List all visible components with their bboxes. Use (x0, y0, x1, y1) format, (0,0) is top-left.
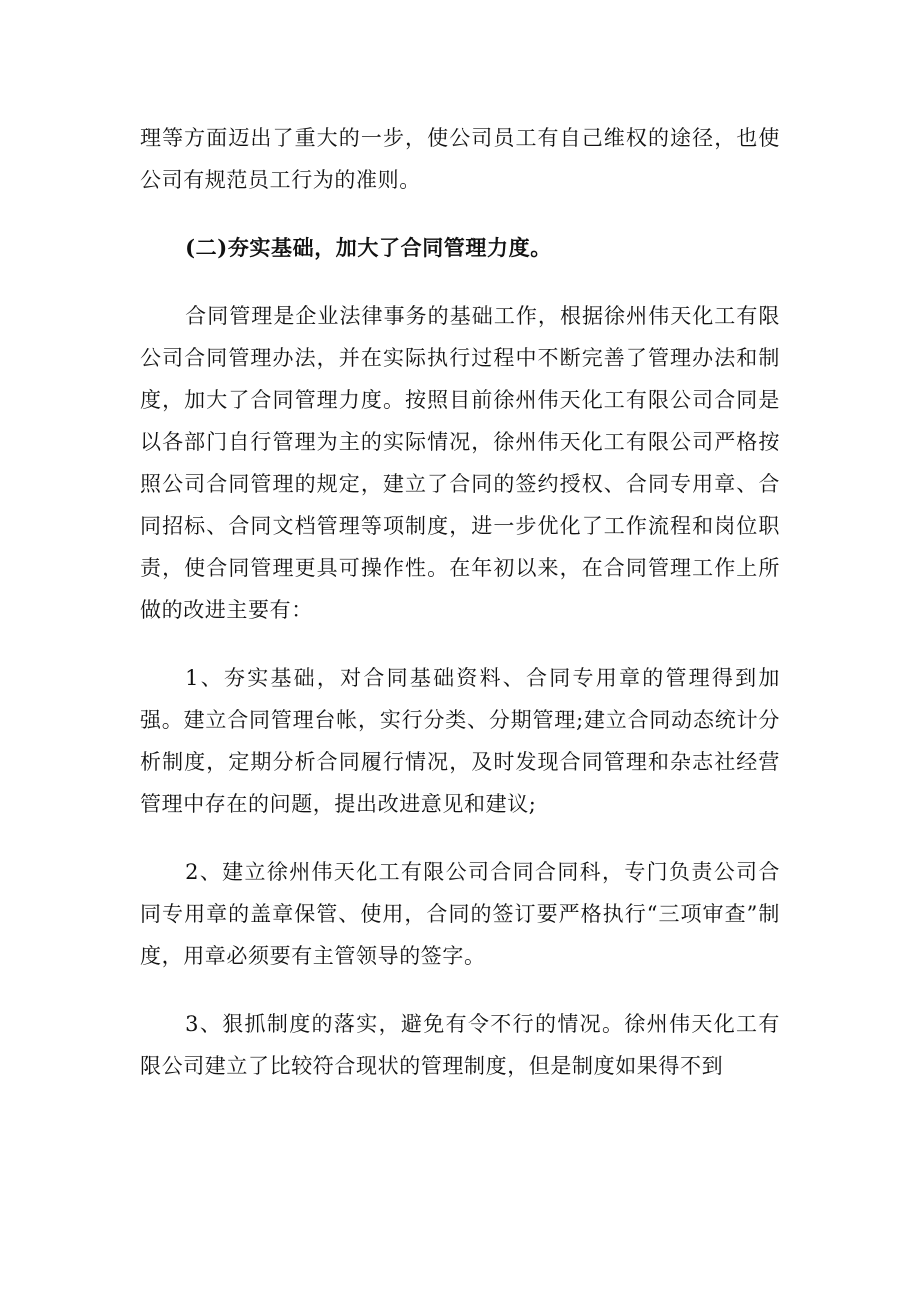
paragraph-item-1: 1、夯实基础，对合同基础资料、合同专用章的管理得到加强。建立合同管理台帐，实行分类、分期管理;建立合同动态统计分析制度，定期分析合同履行情况，及时发现合同管理和杂志社经营管理中存在的问题，提出改进意见和建议; (140, 666, 780, 816)
paragraph-continuation: 理等方面迈出了重大的一步，使公司员工有自己维权的途径，也使公司有规范员工行为的准则。 (140, 126, 780, 192)
section-heading: (二)夯实基础，加大了合同管理力度。 (185, 235, 552, 260)
paragraph-item-2: 2、建立徐州伟天化工有限公司合同合同科，专门负责公司合同专用章的盖章保管、使用，合同的签订要严格执行“三项审查”制度，用章必须要有主管领导的签字。 (140, 860, 780, 968)
paragraph-contract-management: 合同管理是企业法律事务的基础工作，根据徐州伟天化工有限公司合同管理办法，并在实际执行过程中不断完善了管理办法和制度，加大了合同管理力度。按照目前徐州伟天化工有限公司合同是以各部门自行管理为主的实际情况，徐州伟天化工有限公司严格按照公司合同管理的规定，建立了合同的签约授权、合同专用章、合同招标、合同文档管理等项制度，进一步优化了工作流程和岗位职责，使合同管理更具可操作性。在年初以来，在合同管理工作上所做的改进主要有： (140, 304, 780, 622)
document-page (140, 117, 780, 1087)
paragraph-item-3: 3、狠抓制度的落实，避免有令不行的情况。徐州伟天化工有限公司建立了比较符合现状的管理制度，但是制度如果得不到 (140, 1012, 780, 1078)
